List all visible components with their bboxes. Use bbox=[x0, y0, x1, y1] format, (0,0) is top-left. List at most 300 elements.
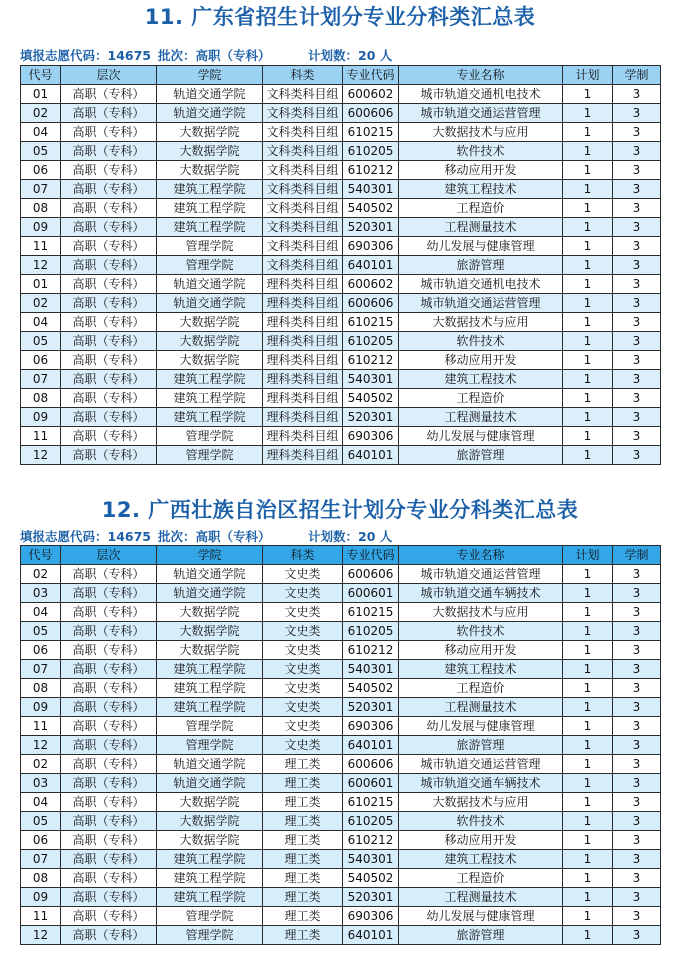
table-cell: 大数据学院 bbox=[157, 812, 263, 831]
table-cell: 高职（专科） bbox=[61, 736, 157, 755]
table-cell: 建筑工程学院 bbox=[157, 679, 263, 698]
table-cell: 轨道交通学院 bbox=[157, 755, 263, 774]
table-cell: 移动应用开发 bbox=[399, 641, 563, 660]
column-header: 代号 bbox=[21, 66, 61, 85]
table-cell: 移动应用开发 bbox=[399, 831, 563, 850]
table-cell: 理科类科目组 bbox=[263, 275, 343, 294]
table-cell: 文科类科目组 bbox=[263, 180, 343, 199]
table-cell: 理科类科目组 bbox=[263, 313, 343, 332]
table-cell: 高职（专科） bbox=[61, 256, 157, 275]
table-cell: 大数据学院 bbox=[157, 161, 263, 180]
table-cell: 08 bbox=[21, 679, 61, 698]
table-cell: 工程测量技术 bbox=[399, 698, 563, 717]
table-cell: 04 bbox=[21, 603, 61, 622]
table-cell: 520301 bbox=[343, 408, 399, 427]
table-row bbox=[21, 736, 661, 755]
table-cell: 高职（专科） bbox=[61, 142, 157, 161]
table-cell: 大数据学院 bbox=[157, 622, 263, 641]
table-cell: 理工类 bbox=[263, 812, 343, 831]
table-row bbox=[21, 275, 661, 294]
table-cell: 城市轨道交通车辆技术 bbox=[399, 774, 563, 793]
table-cell: 文史类 bbox=[263, 717, 343, 736]
table-cell: 高职（专科） bbox=[61, 123, 157, 142]
table-cell: 640101 bbox=[343, 736, 399, 755]
table-cell: 3 bbox=[613, 603, 661, 622]
table-cell: 3 bbox=[613, 812, 661, 831]
column-header: 学院 bbox=[157, 546, 263, 565]
table-cell: 幼儿发展与健康管理 bbox=[399, 427, 563, 446]
table-row bbox=[21, 142, 661, 161]
table-row bbox=[21, 603, 661, 622]
table-cell: 轨道交通学院 bbox=[157, 294, 263, 313]
table-cell: 建筑工程学院 bbox=[157, 408, 263, 427]
table-cell: 1 bbox=[563, 907, 613, 926]
table-cell: 1 bbox=[563, 142, 613, 161]
table-cell: 高职（专科） bbox=[61, 408, 157, 427]
table-cell: 理工类 bbox=[263, 907, 343, 926]
table-cell: 管理学院 bbox=[157, 717, 263, 736]
table-cell: 3 bbox=[613, 370, 661, 389]
table-cell: 高职（专科） bbox=[61, 370, 157, 389]
table-cell: 理工类 bbox=[263, 850, 343, 869]
table-cell: 1 bbox=[563, 812, 613, 831]
table-cell: 06 bbox=[21, 351, 61, 370]
table-cell: 1 bbox=[563, 717, 613, 736]
table-cell: 3 bbox=[613, 622, 661, 641]
table-row bbox=[21, 888, 661, 907]
table-cell: 1 bbox=[563, 389, 613, 408]
table-cell: 3 bbox=[613, 427, 661, 446]
table-cell: 1 bbox=[563, 755, 613, 774]
table-row bbox=[21, 774, 661, 793]
table-cell: 建筑工程技术 bbox=[399, 660, 563, 679]
table-cell: 540502 bbox=[343, 679, 399, 698]
table-cell: 600602 bbox=[343, 85, 399, 104]
column-header: 学院 bbox=[157, 66, 263, 85]
column-header: 专业代码 bbox=[343, 66, 399, 85]
table-cell: 1 bbox=[563, 161, 613, 180]
enrollment-table bbox=[20, 65, 661, 465]
table-cell: 12 bbox=[21, 256, 61, 275]
table-cell: 高职（专科） bbox=[61, 332, 157, 351]
column-header: 学制 bbox=[613, 66, 661, 85]
table-cell: 07 bbox=[21, 370, 61, 389]
table-cell: 1 bbox=[563, 698, 613, 717]
table-cell: 文史类 bbox=[263, 698, 343, 717]
table-cell: 高职（专科） bbox=[61, 869, 157, 888]
column-header: 层次 bbox=[61, 546, 157, 565]
table-cell: 大数据学院 bbox=[157, 142, 263, 161]
table-cell: 大数据学院 bbox=[157, 603, 263, 622]
table-cell: 文科类科目组 bbox=[263, 218, 343, 237]
table-cell: 690306 bbox=[343, 907, 399, 926]
table-cell: 03 bbox=[21, 584, 61, 603]
table-cell: 大数据学院 bbox=[157, 313, 263, 332]
table-row bbox=[21, 565, 661, 584]
table-cell: 轨道交通学院 bbox=[157, 584, 263, 603]
table-row bbox=[21, 180, 661, 199]
table-cell: 建筑工程学院 bbox=[157, 660, 263, 679]
table-row bbox=[21, 351, 661, 370]
table-cell: 建筑工程学院 bbox=[157, 698, 263, 717]
table-row bbox=[21, 698, 661, 717]
table-row bbox=[21, 389, 661, 408]
table-cell: 3 bbox=[613, 774, 661, 793]
table-cell: 文科类科目组 bbox=[263, 237, 343, 256]
table-cell: 城市轨道交通运营管理 bbox=[399, 294, 563, 313]
table-cell: 3 bbox=[613, 142, 661, 161]
table-cell: 610205 bbox=[343, 142, 399, 161]
table-cell: 3 bbox=[613, 736, 661, 755]
table-cell: 工程造价 bbox=[399, 199, 563, 218]
table-cell: 大数据学院 bbox=[157, 332, 263, 351]
table-cell: 09 bbox=[21, 888, 61, 907]
table-cell: 建筑工程技术 bbox=[399, 850, 563, 869]
table-cell: 540301 bbox=[343, 180, 399, 199]
table-cell: 690306 bbox=[343, 717, 399, 736]
table-cell: 城市轨道交通运营管理 bbox=[399, 565, 563, 584]
table-cell: 640101 bbox=[343, 256, 399, 275]
table-cell: 05 bbox=[21, 332, 61, 351]
table-cell: 高职（专科） bbox=[61, 199, 157, 218]
table-cell: 高职（专科） bbox=[61, 812, 157, 831]
table-cell: 软件技术 bbox=[399, 622, 563, 641]
table-row bbox=[21, 218, 661, 237]
table-row bbox=[21, 104, 661, 123]
table-cell: 工程造价 bbox=[399, 679, 563, 698]
table-cell: 高职（专科） bbox=[61, 104, 157, 123]
table-cell: 3 bbox=[613, 294, 661, 313]
table-cell: 3 bbox=[613, 104, 661, 123]
table-cell: 3 bbox=[613, 85, 661, 104]
table-row bbox=[21, 679, 661, 698]
table-cell: 移动应用开发 bbox=[399, 351, 563, 370]
table-cell: 08 bbox=[21, 199, 61, 218]
table-cell: 旅游管理 bbox=[399, 256, 563, 275]
table-cell: 高职（专科） bbox=[61, 584, 157, 603]
table-cell: 高职（专科） bbox=[61, 926, 157, 945]
table-cell: 建筑工程学院 bbox=[157, 218, 263, 237]
table-cell: 大数据学院 bbox=[157, 123, 263, 142]
table-cell: 文科类科目组 bbox=[263, 104, 343, 123]
table-cell: 3 bbox=[613, 332, 661, 351]
table-cell: 610215 bbox=[343, 123, 399, 142]
table-cell: 3 bbox=[613, 660, 661, 679]
table-cell: 11 bbox=[21, 237, 61, 256]
table-cell: 理科类科目组 bbox=[263, 332, 343, 351]
table-cell: 1 bbox=[563, 104, 613, 123]
table-cell: 轨道交通学院 bbox=[157, 774, 263, 793]
table-cell: 05 bbox=[21, 142, 61, 161]
column-header: 科类 bbox=[263, 66, 343, 85]
table-cell: 大数据学院 bbox=[157, 351, 263, 370]
table-cell: 1 bbox=[563, 370, 613, 389]
table-cell: 600602 bbox=[343, 275, 399, 294]
table-cell: 600601 bbox=[343, 774, 399, 793]
table-cell: 高职（专科） bbox=[61, 603, 157, 622]
table-cell: 工程测量技术 bbox=[399, 888, 563, 907]
table-cell: 管理学院 bbox=[157, 907, 263, 926]
table-cell: 轨道交通学院 bbox=[157, 275, 263, 294]
table-cell: 02 bbox=[21, 565, 61, 584]
table-cell: 600606 bbox=[343, 565, 399, 584]
table-cell: 610205 bbox=[343, 812, 399, 831]
table-cell: 1 bbox=[563, 294, 613, 313]
table-row bbox=[21, 427, 661, 446]
table-cell: 1 bbox=[563, 180, 613, 199]
table-cell: 建筑工程学院 bbox=[157, 389, 263, 408]
table-cell: 高职（专科） bbox=[61, 565, 157, 584]
table-cell: 05 bbox=[21, 622, 61, 641]
table-cell: 工程造价 bbox=[399, 869, 563, 888]
table-cell: 大数据学院 bbox=[157, 641, 263, 660]
table-cell: 1 bbox=[563, 831, 613, 850]
table-cell: 3 bbox=[613, 256, 661, 275]
table-cell: 690306 bbox=[343, 237, 399, 256]
table-cell: 管理学院 bbox=[157, 427, 263, 446]
table-cell: 06 bbox=[21, 161, 61, 180]
table-cell: 理工类 bbox=[263, 831, 343, 850]
column-header: 专业代码 bbox=[343, 546, 399, 565]
table-cell: 高职（专科） bbox=[61, 774, 157, 793]
table-cell: 3 bbox=[613, 926, 661, 945]
table-cell: 高职（专科） bbox=[61, 850, 157, 869]
table-cell: 3 bbox=[613, 907, 661, 926]
table-cell: 12 bbox=[21, 926, 61, 945]
table-cell: 3 bbox=[613, 565, 661, 584]
table-cell: 1 bbox=[563, 332, 613, 351]
column-header: 学制 bbox=[613, 546, 661, 565]
section-title: 11. 广东省招生计划分专业分科类汇总表 bbox=[144, 5, 536, 29]
table-cell: 城市轨道交通车辆技术 bbox=[399, 584, 563, 603]
table-cell: 高职（专科） bbox=[61, 389, 157, 408]
table-cell: 理工类 bbox=[263, 793, 343, 812]
table-cell: 理科类科目组 bbox=[263, 427, 343, 446]
table-row bbox=[21, 294, 661, 313]
table-row bbox=[21, 622, 661, 641]
table-cell: 文史类 bbox=[263, 584, 343, 603]
table-cell: 3 bbox=[613, 869, 661, 888]
batch-label: 批次：高职（专科） bbox=[158, 48, 271, 63]
table-cell: 高职（专科） bbox=[61, 907, 157, 926]
table-cell: 高职（专科） bbox=[61, 793, 157, 812]
column-header: 科类 bbox=[263, 546, 343, 565]
table-cell: 文史类 bbox=[263, 565, 343, 584]
table-cell: 3 bbox=[613, 698, 661, 717]
table-cell: 文科类科目组 bbox=[263, 123, 343, 142]
table-cell: 12 bbox=[21, 446, 61, 465]
table-cell: 移动应用开发 bbox=[399, 161, 563, 180]
table-cell: 04 bbox=[21, 313, 61, 332]
table-cell: 06 bbox=[21, 641, 61, 660]
info-line bbox=[0, 526, 680, 544]
table-row bbox=[21, 199, 661, 218]
table-row bbox=[21, 446, 661, 465]
table-cell: 软件技术 bbox=[399, 332, 563, 351]
table-cell: 640101 bbox=[343, 926, 399, 945]
table-cell: 高职（专科） bbox=[61, 427, 157, 446]
table-cell: 高职（专科） bbox=[61, 888, 157, 907]
table-cell: 02 bbox=[21, 294, 61, 313]
table-cell: 3 bbox=[613, 850, 661, 869]
table-cell: 1 bbox=[563, 351, 613, 370]
table-cell: 1 bbox=[563, 774, 613, 793]
table-cell: 管理学院 bbox=[157, 446, 263, 465]
table-cell: 高职（专科） bbox=[61, 698, 157, 717]
table-row bbox=[21, 641, 661, 660]
table-cell: 理科类科目组 bbox=[263, 389, 343, 408]
table-cell: 1 bbox=[563, 603, 613, 622]
table-cell: 3 bbox=[613, 199, 661, 218]
table-cell: 高职（专科） bbox=[61, 660, 157, 679]
table-cell: 幼儿发展与健康管理 bbox=[399, 717, 563, 736]
table-cell: 旅游管理 bbox=[399, 926, 563, 945]
table-cell: 540301 bbox=[343, 370, 399, 389]
table-cell: 轨道交通学院 bbox=[157, 104, 263, 123]
table-cell: 软件技术 bbox=[399, 812, 563, 831]
table-cell: 05 bbox=[21, 812, 61, 831]
table-cell: 3 bbox=[613, 584, 661, 603]
table-row bbox=[21, 717, 661, 736]
table-cell: 高职（专科） bbox=[61, 161, 157, 180]
table-cell: 高职（专科） bbox=[61, 85, 157, 104]
table-cell: 1 bbox=[563, 793, 613, 812]
table-cell: 高职（专科） bbox=[61, 180, 157, 199]
table-cell: 高职（专科） bbox=[61, 717, 157, 736]
table-cell: 文史类 bbox=[263, 736, 343, 755]
table-cell: 1 bbox=[563, 622, 613, 641]
table-cell: 11 bbox=[21, 907, 61, 926]
table-row bbox=[21, 869, 661, 888]
table-cell: 3 bbox=[613, 313, 661, 332]
table-cell: 1 bbox=[563, 850, 613, 869]
table-cell: 690306 bbox=[343, 427, 399, 446]
table-cell: 大数据技术与应用 bbox=[399, 123, 563, 142]
table-cell: 3 bbox=[613, 275, 661, 294]
table-cell: 08 bbox=[21, 869, 61, 888]
table-cell: 04 bbox=[21, 793, 61, 812]
table-cell: 高职（专科） bbox=[61, 351, 157, 370]
table-cell: 理科类科目组 bbox=[263, 408, 343, 427]
table-cell: 1 bbox=[563, 679, 613, 698]
table-cell: 建筑工程学院 bbox=[157, 869, 263, 888]
table-cell: 建筑工程学院 bbox=[157, 370, 263, 389]
table-cell: 旅游管理 bbox=[399, 446, 563, 465]
application-code: 填报志愿代码：14675 bbox=[20, 48, 151, 63]
table-cell: 04 bbox=[21, 123, 61, 142]
enrollment-table bbox=[20, 545, 661, 945]
table-cell: 高职（专科） bbox=[61, 622, 157, 641]
section-title: 12. 广西壮族自治区招生计划分专业分科类汇总表 bbox=[101, 498, 579, 522]
table-cell: 12 bbox=[21, 736, 61, 755]
table-cell: 01 bbox=[21, 275, 61, 294]
table-cell: 工程造价 bbox=[399, 389, 563, 408]
table-row bbox=[21, 926, 661, 945]
table-row bbox=[21, 370, 661, 389]
table-cell: 轨道交通学院 bbox=[157, 85, 263, 104]
table-cell: 3 bbox=[613, 755, 661, 774]
table-header-row bbox=[21, 546, 661, 565]
table-cell: 1 bbox=[563, 237, 613, 256]
table-cell: 1 bbox=[563, 660, 613, 679]
table-cell: 大数据技术与应用 bbox=[399, 793, 563, 812]
table-row bbox=[21, 755, 661, 774]
table-cell: 文史类 bbox=[263, 679, 343, 698]
table-cell: 610212 bbox=[343, 351, 399, 370]
table-cell: 文史类 bbox=[263, 622, 343, 641]
table-cell: 3 bbox=[613, 717, 661, 736]
table-row bbox=[21, 123, 661, 142]
table-cell: 07 bbox=[21, 660, 61, 679]
table-row bbox=[21, 831, 661, 850]
info-line bbox=[0, 45, 680, 63]
table-cell: 理科类科目组 bbox=[263, 351, 343, 370]
table-cell: 文史类 bbox=[263, 660, 343, 679]
table-cell: 高职（专科） bbox=[61, 446, 157, 465]
table-row bbox=[21, 408, 661, 427]
table-cell: 1 bbox=[563, 736, 613, 755]
table-cell: 建筑工程学院 bbox=[157, 199, 263, 218]
table-cell: 城市轨道交通运营管理 bbox=[399, 104, 563, 123]
column-header: 计划 bbox=[563, 66, 613, 85]
table-cell: 3 bbox=[613, 389, 661, 408]
table-row bbox=[21, 256, 661, 275]
table-cell: 06 bbox=[21, 831, 61, 850]
table-row bbox=[21, 313, 661, 332]
table-cell: 大数据技术与应用 bbox=[399, 603, 563, 622]
table-row bbox=[21, 660, 661, 679]
table-cell: 建筑工程学院 bbox=[157, 180, 263, 199]
table-cell: 02 bbox=[21, 104, 61, 123]
table-cell: 建筑工程技术 bbox=[399, 370, 563, 389]
column-header: 层次 bbox=[61, 66, 157, 85]
table-row bbox=[21, 85, 661, 104]
table-cell: 城市轨道交通机电技术 bbox=[399, 275, 563, 294]
table-cell: 3 bbox=[613, 123, 661, 142]
table-cell: 轨道交通学院 bbox=[157, 565, 263, 584]
table-cell: 1 bbox=[563, 926, 613, 945]
table-cell: 3 bbox=[613, 218, 661, 237]
table-cell: 3 bbox=[613, 831, 661, 850]
table-cell: 幼儿发展与健康管理 bbox=[399, 237, 563, 256]
table-cell: 高职（专科） bbox=[61, 294, 157, 313]
table-cell: 1 bbox=[563, 408, 613, 427]
table-cell: 3 bbox=[613, 641, 661, 660]
table-cell: 理工类 bbox=[263, 755, 343, 774]
table-cell: 600606 bbox=[343, 294, 399, 313]
table-cell: 3 bbox=[613, 679, 661, 698]
table-cell: 工程测量技术 bbox=[399, 218, 563, 237]
table-row bbox=[21, 907, 661, 926]
table-cell: 工程测量技术 bbox=[399, 408, 563, 427]
table-cell: 540502 bbox=[343, 869, 399, 888]
table-cell: 09 bbox=[21, 218, 61, 237]
table-cell: 文科类科目组 bbox=[263, 256, 343, 275]
table-cell: 01 bbox=[21, 85, 61, 104]
table-cell: 1 bbox=[563, 869, 613, 888]
table-cell: 管理学院 bbox=[157, 237, 263, 256]
table-cell: 1 bbox=[563, 888, 613, 907]
table-cell: 1 bbox=[563, 427, 613, 446]
table-cell: 建筑工程技术 bbox=[399, 180, 563, 199]
table-cell: 07 bbox=[21, 180, 61, 199]
table-cell: 1 bbox=[563, 256, 613, 275]
table-cell: 1 bbox=[563, 565, 613, 584]
table-cell: 高职（专科） bbox=[61, 275, 157, 294]
table-cell: 610215 bbox=[343, 793, 399, 812]
table-header-row bbox=[21, 66, 661, 85]
table-cell: 610215 bbox=[343, 603, 399, 622]
